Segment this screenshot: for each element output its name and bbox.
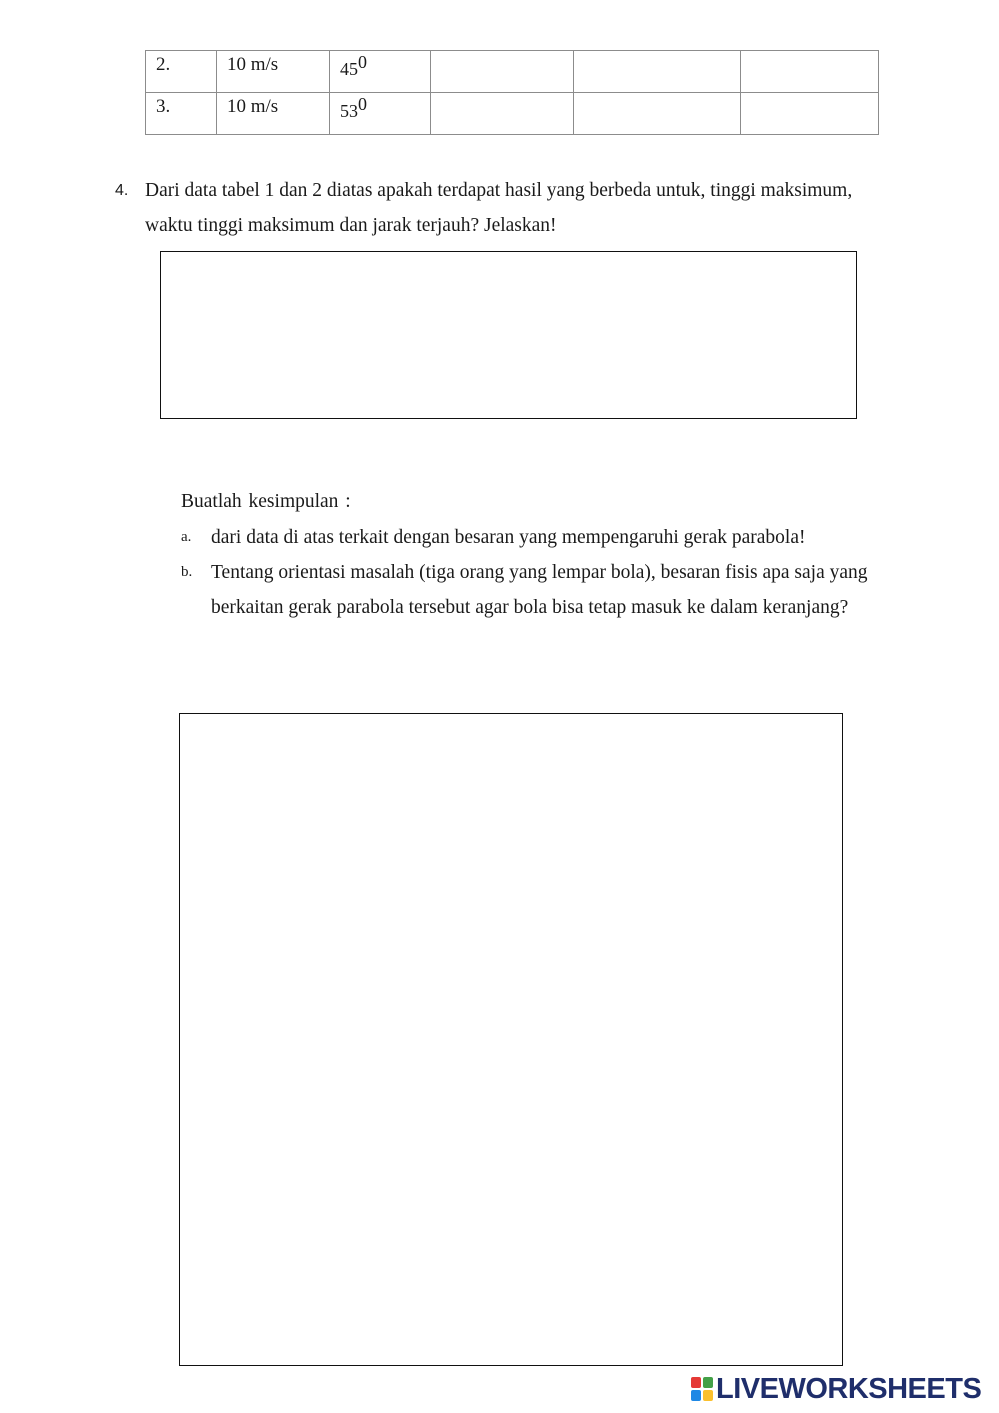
table-row — [146, 51, 879, 93]
question-text: Dari data tabel 1 dan 2 diatas apakah terdapat hasil yang berbeda untuk, tinggi maksimum, waktu tinggi maksimum dan jarak terjauh? Jelaskan! — [145, 180, 853, 236]
table-row — [146, 93, 879, 135]
liveworksheets-watermark — [690, 1372, 981, 1406]
list-item — [181, 520, 871, 555]
question-number: 4. — [115, 182, 129, 199]
empty-cell[interactable] — [574, 51, 741, 93]
conclusion-list — [181, 520, 871, 625]
speed-cell: 10 m/s — [217, 93, 330, 135]
liveworksheets-logo-icon — [690, 1376, 714, 1402]
angle-cell — [330, 93, 431, 135]
answer-box-question-4[interactable] — [160, 251, 857, 419]
speed-cell: 10 m/s — [217, 51, 330, 93]
list-item — [181, 555, 871, 625]
row-number-cell: 2. — [146, 51, 217, 93]
empty-cell[interactable] — [574, 93, 741, 135]
angle-cell — [330, 51, 431, 93]
list-item-text: Tentang orientasi masalah (tiga orang yang lempar bola), besaran fisis apa saja yang berkaitan gerak parabola tersebut agar bola bisa tetap masuk ke dalam keranjang? — [211, 562, 868, 618]
empty-cell[interactable] — [431, 51, 574, 93]
list-item-text: dari data di atas terkait dengan besaran yang mempengaruhi gerak parabola! — [211, 527, 806, 548]
answer-box-conclusion[interactable] — [179, 713, 843, 1366]
angle-degree: 0 — [358, 94, 367, 114]
angle-degree: 0 — [358, 52, 367, 72]
list-marker: b. — [181, 564, 193, 580]
row-number-cell: 3. — [146, 93, 217, 135]
angle-value: 53 — [340, 101, 358, 121]
watermark-text: LIVEWORKSHEETS — [716, 1372, 982, 1405]
empty-cell[interactable] — [741, 93, 879, 135]
data-table — [145, 50, 879, 135]
list-marker: a. — [181, 529, 192, 545]
conclusion-title: Buatlah kesimpulan : — [181, 491, 351, 512]
question-4 — [115, 173, 885, 243]
angle-value: 45 — [340, 59, 358, 79]
empty-cell[interactable] — [431, 93, 574, 135]
empty-cell[interactable] — [741, 51, 879, 93]
